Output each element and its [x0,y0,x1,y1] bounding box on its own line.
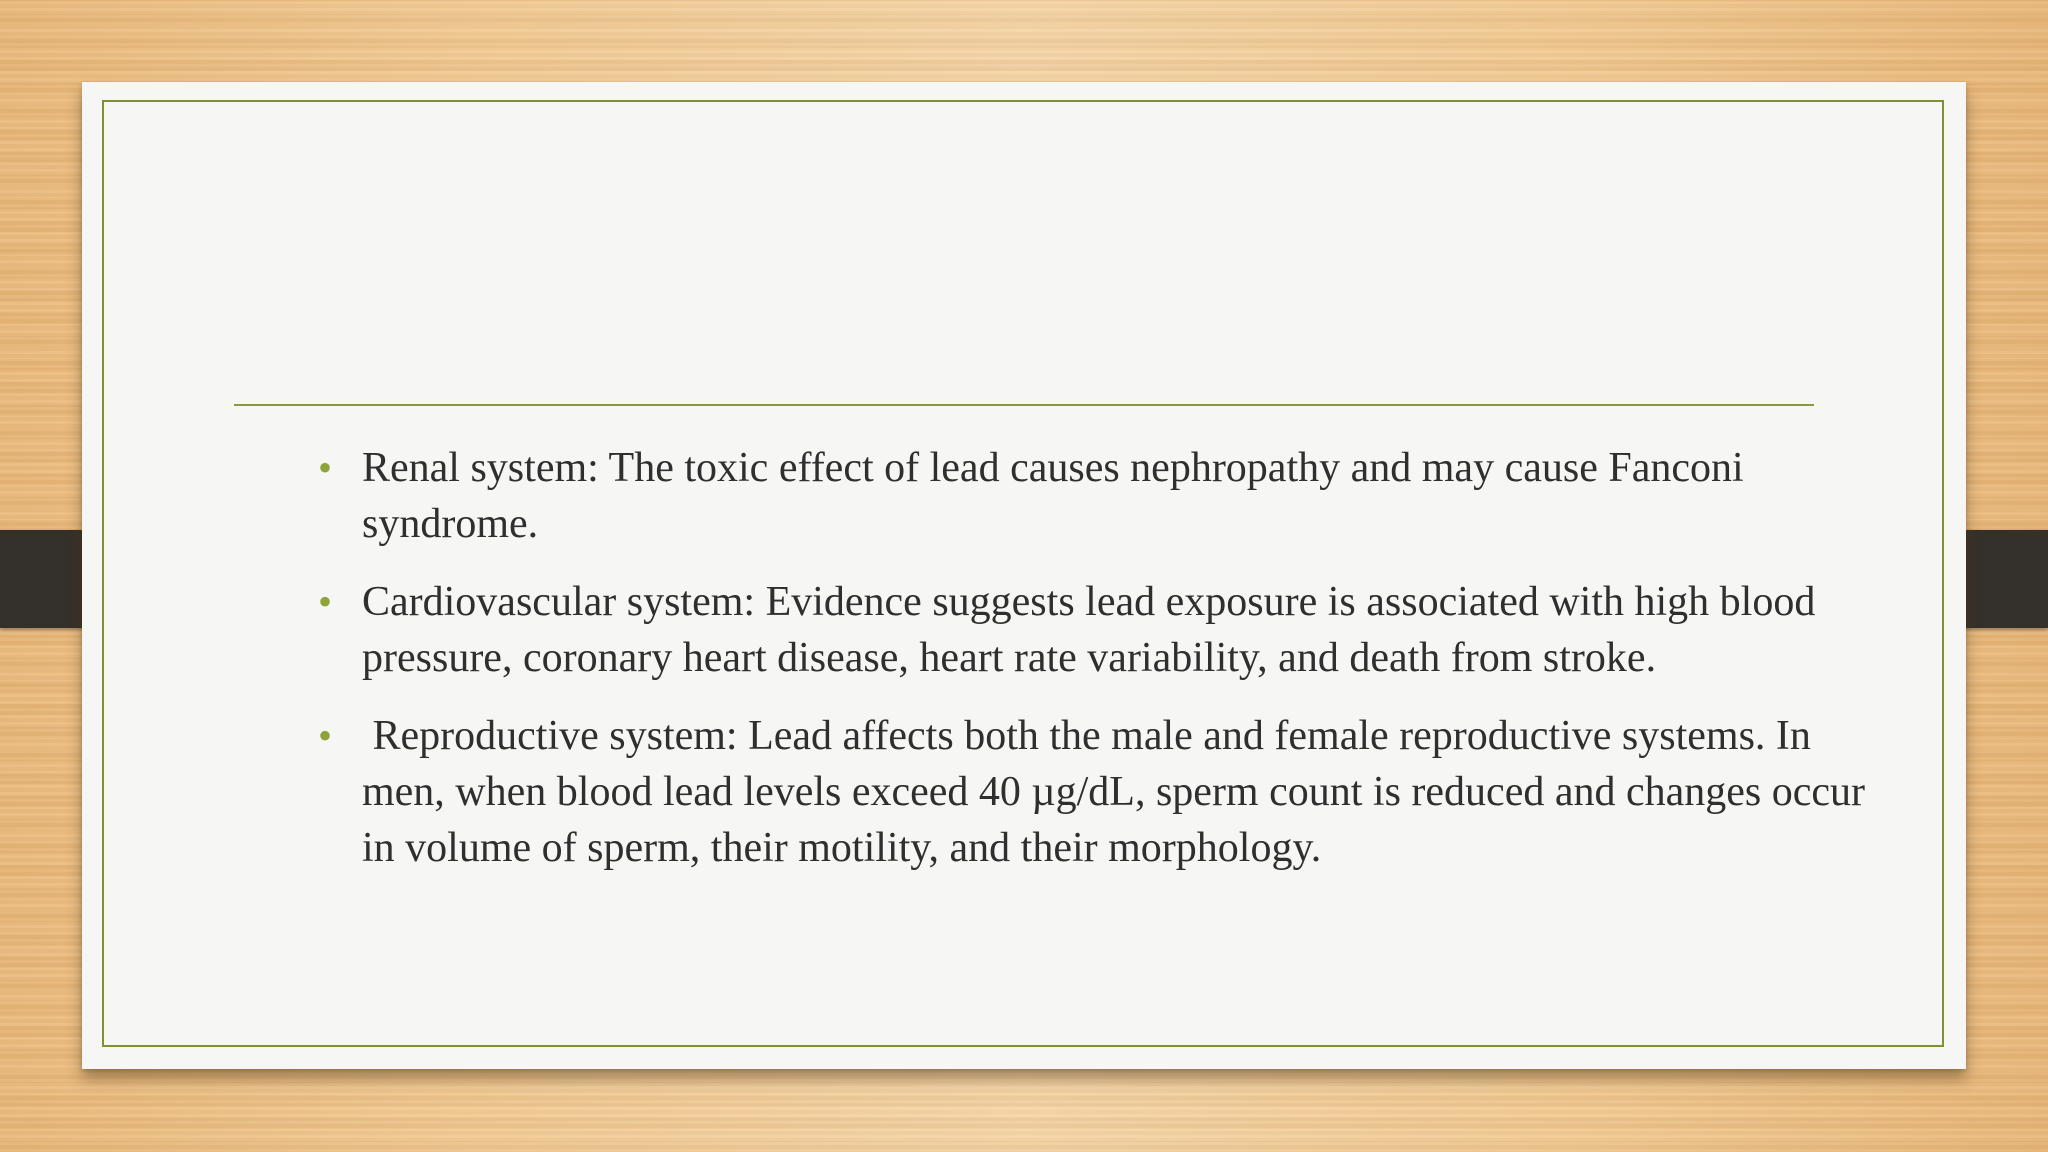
bullet-list [282,440,1882,898]
bullet-text: Cardiovascular system: Evidence suggests lead exposure is associated with high blood pressure, coronary heart disease, heart rate variability, and death from stroke. [362,579,1826,681]
title-divider-line [234,404,1814,406]
bullet-dot-icon: • [318,445,333,490]
bullet-text: Renal system: The toxic effect of lead causes nephropathy and may cause Fanconi syndrome. [362,445,1755,547]
bullet-item-reproductive [282,708,1882,876]
bullet-text: Reproductive system: Lead affects both the male and female reproductive systems. In men, when blood lead levels exceed 40 µg/dL, sperm count is reduced and changes occur in volume of sperm, their motility, and their morphology. [362,713,1876,871]
bullet-item-cardiovascular [282,574,1882,686]
bullet-dot-icon: • [318,579,333,624]
bullet-dot-icon: • [318,713,333,758]
slide-card [82,82,1966,1069]
bullet-item-renal [282,440,1882,552]
